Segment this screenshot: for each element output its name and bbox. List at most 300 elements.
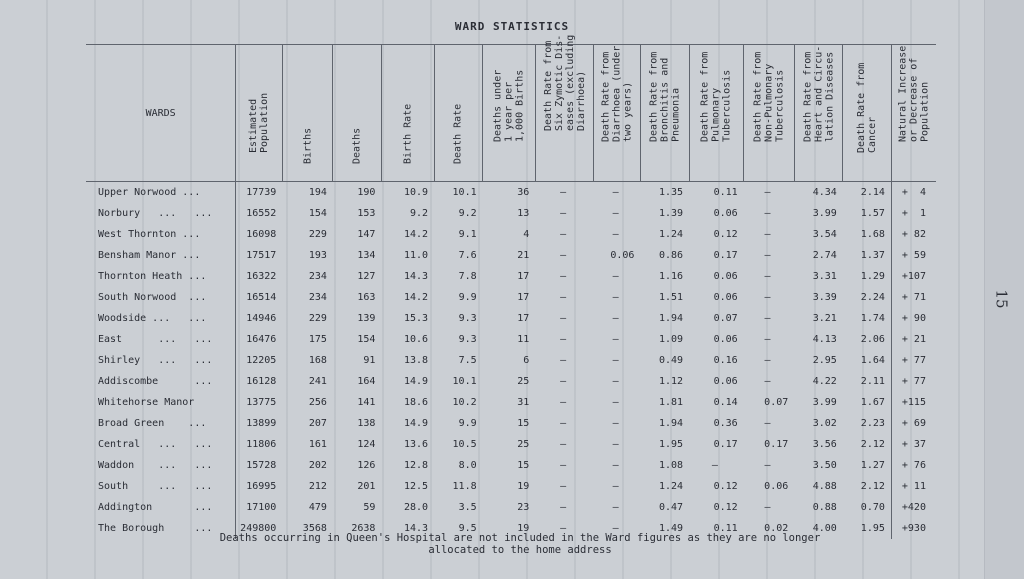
table-cell: 479 — [308, 502, 327, 513]
table-cell: 127 — [357, 271, 376, 282]
table-cell: 12.8 — [403, 460, 429, 471]
table-cell: 14.3 — [403, 271, 429, 282]
table-cell: 16514 — [236, 287, 283, 308]
table-cell: 1.37 — [860, 250, 885, 261]
table-cell: + 11 — [891, 476, 936, 497]
table-cell: 1.51 — [658, 292, 684, 303]
table-cell: 6 — [523, 355, 530, 366]
table-cell: – — [764, 229, 771, 240]
table-cell: – — [764, 460, 771, 471]
table-cell: 153 — [357, 208, 376, 219]
table-cell: – — [612, 292, 619, 303]
table-cell: – — [764, 187, 771, 198]
table-cell: 234 — [308, 292, 327, 303]
column-header — [381, 45, 434, 182]
table-cell: 17 — [517, 292, 530, 303]
table-cell: – — [560, 502, 567, 513]
table-cell: – — [560, 418, 567, 429]
table-cell: 193 — [308, 250, 327, 261]
table-cell: + 77 — [891, 371, 936, 392]
table-cell: 0.06 — [713, 292, 738, 303]
table-cell: + 59 — [891, 245, 936, 266]
table-cell: + 69 — [891, 413, 936, 434]
table-cell: – — [612, 418, 619, 429]
table-cell: 16995 — [236, 476, 283, 497]
table-row — [86, 497, 936, 518]
table-cell: 1.27 — [860, 460, 885, 471]
table-cell: – — [612, 397, 619, 408]
table-row — [86, 308, 936, 329]
column-header-label: Deaths — [351, 127, 363, 164]
table-cell: – — [560, 208, 567, 219]
table-cell: 154 — [357, 334, 376, 345]
table-cell: 3.31 — [812, 271, 837, 282]
table-cell: 124 — [357, 439, 376, 450]
ward-statistics-table — [86, 34, 936, 539]
table-cell: 13.8 — [403, 355, 429, 366]
table-cell: 1.57 — [860, 208, 885, 219]
table-cell: 9.3 — [458, 334, 477, 345]
ward-name: South ... ... — [98, 481, 213, 492]
table-cell: – — [560, 376, 567, 387]
table-cell: 15.3 — [403, 313, 429, 324]
table-cell: 2.14 — [860, 187, 885, 198]
table-cell: – — [560, 271, 567, 282]
table-cell: 207 — [308, 418, 327, 429]
ward-name: Central ... ... — [98, 439, 213, 450]
table-cell: 194 — [308, 187, 327, 198]
table-cell: 0.06 — [610, 250, 635, 261]
table-cell: 0.12 — [713, 502, 738, 513]
table-cell: 1.24 — [658, 481, 684, 492]
table-cell: + 4 — [891, 182, 936, 204]
table-cell: 17 — [517, 271, 530, 282]
table-cell: 1.67 — [860, 397, 885, 408]
table-cell: 154 — [308, 208, 327, 219]
table-cell: 1.39 — [658, 208, 684, 219]
table-cell: 12.5 — [403, 481, 429, 492]
table-cell: – — [560, 250, 567, 261]
ward-name: South Norwood ... — [98, 292, 207, 303]
table-cell: 134 — [357, 250, 376, 261]
table-cell: 10.2 — [452, 397, 477, 408]
table-cell: 3.21 — [812, 313, 837, 324]
table-cell: – — [612, 460, 619, 471]
table-cell: 4 — [523, 229, 530, 240]
table-cell: 10.9 — [403, 187, 429, 198]
table-cell: 229 — [308, 229, 327, 240]
table-cell: 0.07 — [713, 313, 738, 324]
ward-name: The Borough ... — [98, 523, 213, 534]
table-cell: 14.2 — [403, 229, 429, 240]
table-cell: – — [560, 481, 567, 492]
table-cell: 229 — [308, 313, 327, 324]
table-cell: 4.13 — [812, 334, 837, 345]
column-header-label: Death Rate from Non-Pulmonary Tuberculosis — [752, 51, 786, 142]
table-cell: 1.95 — [658, 439, 684, 450]
table-cell: 0.36 — [713, 418, 738, 429]
table-cell: 3.54 — [812, 229, 837, 240]
column-header — [640, 45, 689, 182]
table-cell: 1.24 — [658, 229, 684, 240]
column-header — [744, 45, 795, 182]
table-cell: 138 — [357, 418, 376, 429]
table-cell: 0.06 — [713, 208, 738, 219]
column-header-label: Death Rate from Heart and Circu- lation Diseases — [802, 45, 836, 142]
table-cell: 256 — [308, 397, 327, 408]
table-cell: + 82 — [891, 224, 936, 245]
table-row — [86, 392, 936, 413]
table-cell: 9.2 — [458, 208, 477, 219]
table-cell: 0.02 — [764, 523, 789, 534]
table-row — [86, 476, 936, 497]
table-row — [86, 329, 936, 350]
table-cell: – — [764, 313, 771, 324]
ward-name: Bensham Manor ... — [98, 250, 201, 261]
table-cell: – — [560, 355, 567, 366]
table-cell: 1.68 — [860, 229, 885, 240]
column-header — [434, 45, 483, 182]
table-cell: 1.81 — [658, 397, 684, 408]
table-cell: 0.17 — [764, 439, 789, 450]
table-cell: 9.2 — [410, 208, 429, 219]
table-cell: 3.99 — [812, 208, 837, 219]
table-cell: 0.49 — [658, 355, 684, 366]
table-row — [86, 455, 936, 476]
table-row — [86, 224, 936, 245]
table-cell: 1.49 — [658, 523, 684, 534]
table-cell: – — [612, 313, 619, 324]
table-cell: 15 — [517, 460, 530, 471]
table-cell: 2.06 — [860, 334, 885, 345]
table-cell: 11.8 — [452, 481, 477, 492]
table-cell: 14.9 — [403, 418, 429, 429]
table-cell: 234 — [308, 271, 327, 282]
table-cell: 241 — [308, 376, 327, 387]
table-cell: – — [764, 376, 771, 387]
ward-name: Norbury ... ... — [98, 208, 213, 219]
table-cell: 7.8 — [458, 271, 477, 282]
table-cell: 36 — [517, 187, 530, 198]
column-header-label: Births — [302, 127, 314, 164]
table-cell: – — [612, 502, 619, 513]
table-cell: 190 — [357, 187, 376, 198]
table-cell: 164 — [357, 376, 376, 387]
table-cell: 0.12 — [713, 481, 738, 492]
table-cell: 1.74 — [860, 313, 885, 324]
table-cell: 23 — [517, 502, 530, 513]
table-cell: 0.17 — [713, 250, 738, 261]
table-cell: – — [560, 313, 567, 324]
column-header — [236, 45, 283, 182]
table-cell: 14946 — [236, 308, 283, 329]
table-cell: 0.16 — [713, 355, 738, 366]
table-row — [86, 182, 936, 204]
column-header-label: Birth Rate — [402, 103, 414, 164]
table-cell: + 77 — [891, 350, 936, 371]
table-cell: 13775 — [236, 392, 283, 413]
ward-name: Woodside ... ... — [98, 313, 207, 324]
column-header-label: Death Rate from Diarrhoea (under two years) — [600, 45, 634, 142]
table-cell: 14.9 — [403, 376, 429, 387]
ward-name: Upper Norwood ... — [98, 187, 201, 198]
table-cell: 2.23 — [860, 418, 885, 429]
table-cell: – — [612, 229, 619, 240]
table-cell: 0.70 — [860, 502, 885, 513]
table-cell: 13 — [517, 208, 530, 219]
column-header — [891, 45, 936, 182]
table-cell: + 90 — [891, 308, 936, 329]
table-cell: – — [612, 439, 619, 450]
table-cell: 0.88 — [812, 502, 837, 513]
table-cell: +930 — [891, 518, 936, 539]
table-cell: 4.22 — [812, 376, 837, 387]
column-header — [794, 45, 843, 182]
table-cell: 0.86 — [658, 250, 684, 261]
table-cell: 14.2 — [403, 292, 429, 303]
column-header-label: Death Rate from Six Zymotic Dis- eases (excluding Diarrhoea) — [542, 34, 587, 131]
table-cell: 15 — [517, 418, 530, 429]
table-cell: 9.1 — [458, 229, 477, 240]
table-cell: 4.00 — [812, 523, 837, 534]
table-cell: 3.02 — [812, 418, 837, 429]
header-row — [86, 45, 936, 182]
table-cell: 0.17 — [713, 439, 738, 450]
table-cell: 11806 — [236, 434, 283, 455]
table-cell: 3.5 — [458, 502, 477, 513]
table-cell: – — [612, 481, 619, 492]
table-cell: – — [560, 460, 567, 471]
table-cell: 0.14 — [713, 397, 738, 408]
table-row — [86, 371, 936, 392]
table-cell: 2638 — [351, 523, 376, 534]
column-header-label: Natural Increase or Decrease of Population — [897, 45, 931, 142]
table-cell: – — [560, 229, 567, 240]
table-cell: 4.34 — [812, 187, 837, 198]
table-cell: 1.08 — [658, 460, 684, 471]
table-cell: +420 — [891, 497, 936, 518]
table-cell: 10.6 — [403, 334, 429, 345]
table-cell: 19 — [517, 523, 530, 534]
column-header-label: Estimated Population — [248, 92, 271, 153]
table-cell: 2.11 — [860, 376, 885, 387]
table-cell: 1.29 — [860, 271, 885, 282]
ward-name: Broad Green ... — [98, 418, 207, 429]
footnote-line: allocated to the home address — [428, 544, 612, 556]
table-cell: 13899 — [236, 413, 283, 434]
table-cell: – — [560, 292, 567, 303]
page-number: 15 — [992, 289, 1011, 309]
table-cell: 168 — [308, 355, 327, 366]
table-cell: 202 — [308, 460, 327, 471]
table-cell: 18.6 — [403, 397, 429, 408]
table-row — [86, 287, 936, 308]
table-cell: 11 — [517, 334, 530, 345]
table-cell: 1.94 — [658, 418, 684, 429]
table-cell: – — [764, 502, 771, 513]
table-row — [86, 434, 936, 455]
table-cell: 9.5 — [458, 523, 477, 534]
table-cell: 25 — [517, 376, 530, 387]
table-cell: + 76 — [891, 455, 936, 476]
table-cell: 212 — [308, 481, 327, 492]
table-cell: 9.3 — [458, 313, 477, 324]
ward-name: Addiscombe ... — [98, 376, 213, 387]
table-cell: 201 — [357, 481, 376, 492]
table-cell: 7.5 — [458, 355, 477, 366]
table-cell: 2.74 — [812, 250, 837, 261]
table-cell: 14.3 — [403, 523, 429, 534]
table-cell: 13.6 — [403, 439, 429, 450]
table-cell: 0.11 — [713, 523, 738, 534]
table-cell: 3.39 — [812, 292, 837, 303]
table-cell: 175 — [308, 334, 327, 345]
table-cell: 10.1 — [452, 376, 477, 387]
table-cell: – — [764, 208, 771, 219]
table-cell: 0.06 — [713, 334, 738, 345]
table-cell: – — [612, 355, 619, 366]
table-cell: 3.50 — [812, 460, 837, 471]
table-cell: + 1 — [891, 203, 936, 224]
column-header-wards: WARDS — [86, 45, 236, 182]
table-cell: 1.16 — [658, 271, 684, 282]
table-cell: 16098 — [236, 224, 283, 245]
table-cell: 161 — [308, 439, 327, 450]
table-cell: 0.06 — [713, 271, 738, 282]
table-cell: – — [560, 334, 567, 345]
ward-name: Thornton Heath ... — [98, 271, 207, 282]
table-cell: – — [560, 523, 567, 534]
table-cell: 126 — [357, 460, 376, 471]
table-cell: – — [764, 271, 771, 282]
table-cell: 16322 — [236, 266, 283, 287]
table-cell: 4.88 — [812, 481, 837, 492]
document-title: WARD STATISTICS — [454, 20, 570, 33]
column-header — [483, 45, 536, 182]
table-cell: +107 — [891, 266, 936, 287]
table-cell: 10.1 — [452, 187, 477, 198]
column-header-label: Death Rate — [452, 103, 464, 164]
table-cell: 163 — [357, 292, 376, 303]
table-cell: – — [764, 334, 771, 345]
table-cell: 59 — [363, 502, 376, 513]
table-cell: 7.6 — [458, 250, 477, 261]
table-cell: – — [560, 187, 567, 198]
table-cell: – — [711, 460, 718, 471]
table-cell: 147 — [357, 229, 376, 240]
column-header — [333, 45, 382, 182]
table-cell: 1.35 — [658, 187, 684, 198]
table-cell: 8.0 — [458, 460, 477, 471]
table-cell: 10.5 — [452, 439, 477, 450]
table-cell: 1.64 — [860, 355, 885, 366]
table-cell: – — [560, 439, 567, 450]
table-cell: – — [612, 208, 619, 219]
table-cell: 0.06 — [764, 481, 789, 492]
table-cell: 15728 — [236, 455, 283, 476]
table-row — [86, 350, 936, 371]
ward-name: Waddon ... ... — [98, 460, 213, 471]
table-cell: 0.47 — [658, 502, 684, 513]
table-cell: 3.56 — [812, 439, 837, 450]
table-cell: – — [764, 292, 771, 303]
table-cell: 1.95 — [860, 523, 885, 534]
table-cell: 16552 — [236, 203, 283, 224]
table-body — [86, 182, 936, 540]
table-cell: 9.9 — [458, 418, 477, 429]
table-cell: 1.12 — [658, 376, 684, 387]
column-header — [689, 45, 744, 182]
table-cell: +115 — [891, 392, 936, 413]
ward-name: West Thornton ... — [98, 229, 201, 240]
table-cell: 28.0 — [403, 502, 429, 513]
table-cell: – — [612, 523, 619, 534]
table-cell: 17739 — [236, 182, 283, 204]
table-cell: 17100 — [236, 497, 283, 518]
table-cell: – — [612, 271, 619, 282]
column-header-label: Deaths under 1 year per 1,000 Births — [492, 69, 526, 142]
table-cell: – — [764, 250, 771, 261]
table-cell: + 21 — [891, 329, 936, 350]
table-cell: 0.12 — [713, 229, 738, 240]
column-header — [594, 45, 641, 182]
table-cell: 1.94 — [658, 313, 684, 324]
column-header — [535, 34, 594, 182]
table-cell: 141 — [357, 397, 376, 408]
table-row — [86, 266, 936, 287]
table-cell: 0.06 — [713, 376, 738, 387]
ward-name: Addington ... — [98, 502, 213, 513]
column-header-label: Death Rate from Cancer — [856, 62, 879, 153]
table-cell: – — [764, 355, 771, 366]
footnote-line: Deaths occurring in Queen's Hospital are not included in the Ward figures as they are no longer — [219, 532, 821, 544]
column-header — [282, 45, 333, 182]
table-cell: – — [612, 334, 619, 345]
table-cell: 3.99 — [812, 397, 837, 408]
table-row — [86, 203, 936, 224]
column-header — [843, 45, 892, 182]
table-cell: 25 — [517, 439, 530, 450]
table-cell: 17 — [517, 313, 530, 324]
ward-name: Whitehorse Manor — [98, 397, 195, 408]
table-cell: 9.9 — [458, 292, 477, 303]
table-cell: – — [612, 187, 619, 198]
table-cell: 2.12 — [860, 439, 885, 450]
table-cell: 1.09 — [658, 334, 684, 345]
table-cell: 2.95 — [812, 355, 837, 366]
table-cell: + 71 — [891, 287, 936, 308]
table-cell: 139 — [357, 313, 376, 324]
column-header-label: Death Rate from Bronchitis and Pneumonia — [648, 51, 682, 142]
table-cell: 2.12 — [860, 481, 885, 492]
table-cell: 16128 — [236, 371, 283, 392]
table-cell: 21 — [517, 250, 530, 261]
table-cell: – — [612, 376, 619, 387]
table-cell: 17517 — [236, 245, 283, 266]
table-cell: + 37 — [891, 434, 936, 455]
table-row — [86, 413, 936, 434]
table-cell: 12205 — [236, 350, 283, 371]
footnote — [160, 532, 880, 556]
table-cell: 31 — [517, 397, 530, 408]
table-cell: 16476 — [236, 329, 283, 350]
table-cell: 91 — [363, 355, 376, 366]
table-cell: 11.0 — [403, 250, 429, 261]
table-cell: 3568 — [302, 523, 327, 534]
table-cell: 0.11 — [713, 187, 738, 198]
ward-name: East ... ... — [98, 334, 213, 345]
column-header-label: Death Rate from Pulmonary Tuberculosis — [699, 51, 733, 142]
